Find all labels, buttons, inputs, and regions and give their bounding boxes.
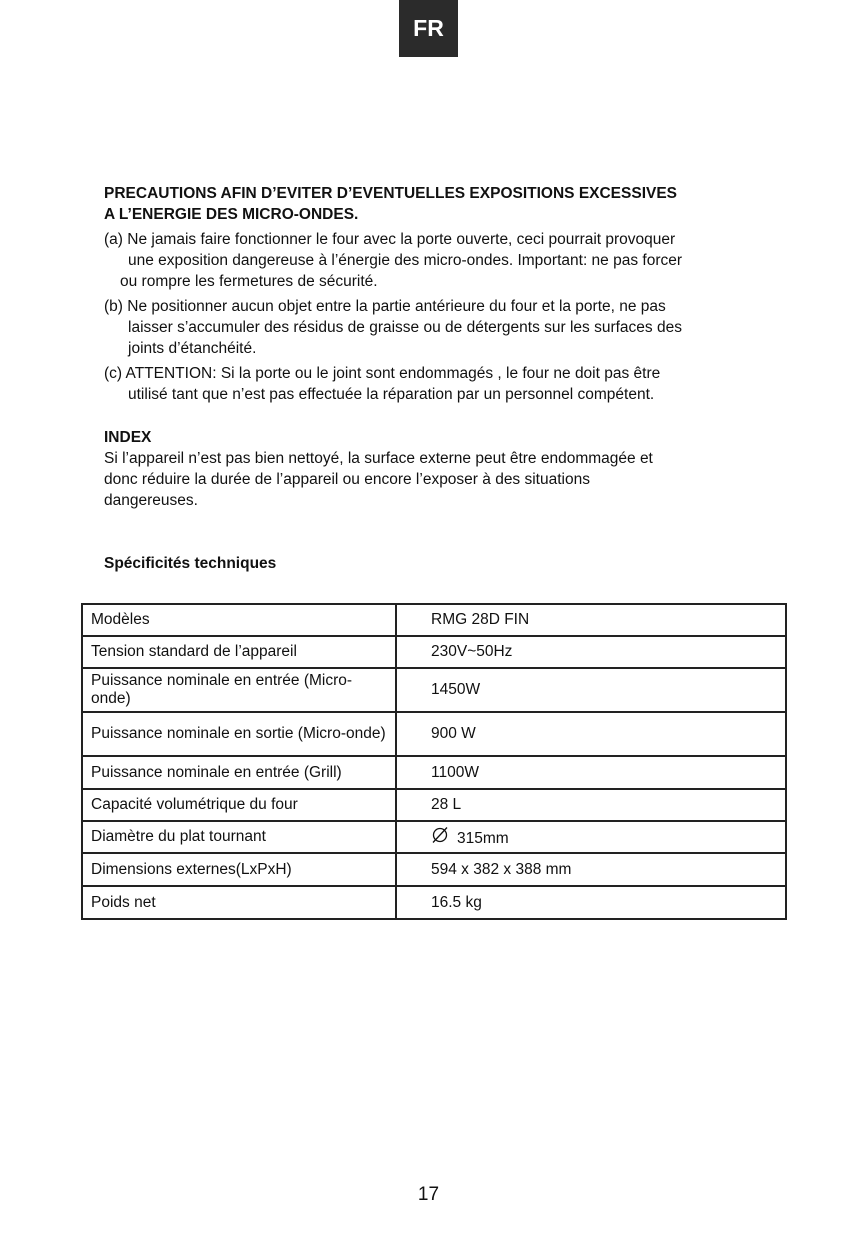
precaution-a-line2: une exposition dangereuse à l’énergie des micro-ondes. Important: ne pas forcer — [128, 252, 683, 269]
precautions-title-line1: PRECAUTIONS AFIN D’EVITER D’EVENTUELLES EXPOSITIONS EXCESSIVES — [104, 185, 678, 202]
precaution-b-line2: laisser s’accumuler des résidus de graisse ou de détergents sur les surfaces des — [128, 319, 682, 336]
table-row — [82, 789, 786, 821]
precaution-a-line3: ou rompre les fermetures de sécurité. — [120, 273, 378, 290]
precautions-section — [104, 183, 764, 511]
spec-value: 1100W — [396, 756, 786, 789]
diameter-icon — [431, 827, 449, 848]
spec-label: Poids net — [82, 886, 396, 919]
precaution-b-line3: joints d’étanchéité. — [128, 340, 257, 357]
page-number: 17 — [417, 1184, 440, 1205]
table-row — [82, 756, 786, 789]
table-row — [82, 668, 786, 712]
specs-title: Spécificités techniques — [104, 555, 277, 572]
precaution-b-line1: (b) Ne positionner aucun objet entre la partie antérieure du four et la porte, ne pas — [104, 298, 666, 315]
index-section — [104, 427, 764, 511]
table-row — [82, 886, 786, 919]
index-title: INDEX — [104, 429, 152, 446]
precaution-c-line1: (c) ATTENTION: Si la porte ou le joint sont endommagés , le four ne doit pas être — [104, 365, 661, 382]
precaution-a-line1: (a) Ne jamais faire fonctionner le four avec la porte ouverte, ceci pourrait provoquer — [104, 231, 676, 248]
index-line3: dangereuses. — [104, 492, 198, 509]
specs-table — [81, 603, 787, 920]
precautions-title — [104, 183, 764, 225]
spec-value: 230V~50Hz — [396, 636, 786, 668]
table-row — [82, 821, 786, 853]
spec-label: Diamètre du plat tournant — [82, 821, 396, 853]
spec-label: Tension standard de l’appareil — [82, 636, 396, 668]
table-row — [82, 604, 786, 636]
table-row — [82, 712, 786, 756]
spec-label: Modèles — [82, 604, 396, 636]
index-text — [104, 448, 764, 511]
spec-value: RMG 28D FIN — [396, 604, 786, 636]
precautions-title-line2: A L’ENERGIE DES MICRO-ONDES. — [104, 206, 359, 223]
spec-value: 28 L — [396, 789, 786, 821]
index-line1: Si l’appareil n’est pas bien nettoyé, la surface externe peut être endommagée et — [104, 450, 653, 467]
spec-value: 594 x 382 x 388 mm — [396, 853, 786, 886]
precaution-item-b — [104, 296, 764, 359]
spec-label: Puissance nominale en sortie (Micro-onde) — [82, 712, 396, 756]
index-line2: donc réduire la durée de l’appareil ou encore l’exposer à des situations — [104, 471, 590, 488]
precaution-c-line2: utilisé tant que n’est pas effectuée la réparation par un personnel compétent. — [128, 386, 655, 403]
spec-value: 16.5 kg — [396, 886, 786, 919]
spec-label: Dimensions externes(LxPxH) — [82, 853, 396, 886]
spec-value: 900 W — [396, 712, 786, 756]
diameter-value: 315mm — [457, 829, 509, 847]
spec-value: 1450W — [396, 668, 786, 712]
table-row — [82, 853, 786, 886]
spec-label: Capacité volumétrique du four — [82, 789, 396, 821]
spec-value-diameter — [396, 821, 786, 853]
spec-label: Puissance nominale en entrée (Micro-onde) — [82, 668, 396, 712]
language-label: FR — [413, 15, 444, 41]
precaution-item-a — [104, 229, 764, 292]
table-row — [82, 636, 786, 668]
precaution-item-c — [104, 363, 764, 405]
spec-label: Puissance nominale en entrée (Grill) — [82, 756, 396, 789]
language-tab — [399, 0, 458, 57]
